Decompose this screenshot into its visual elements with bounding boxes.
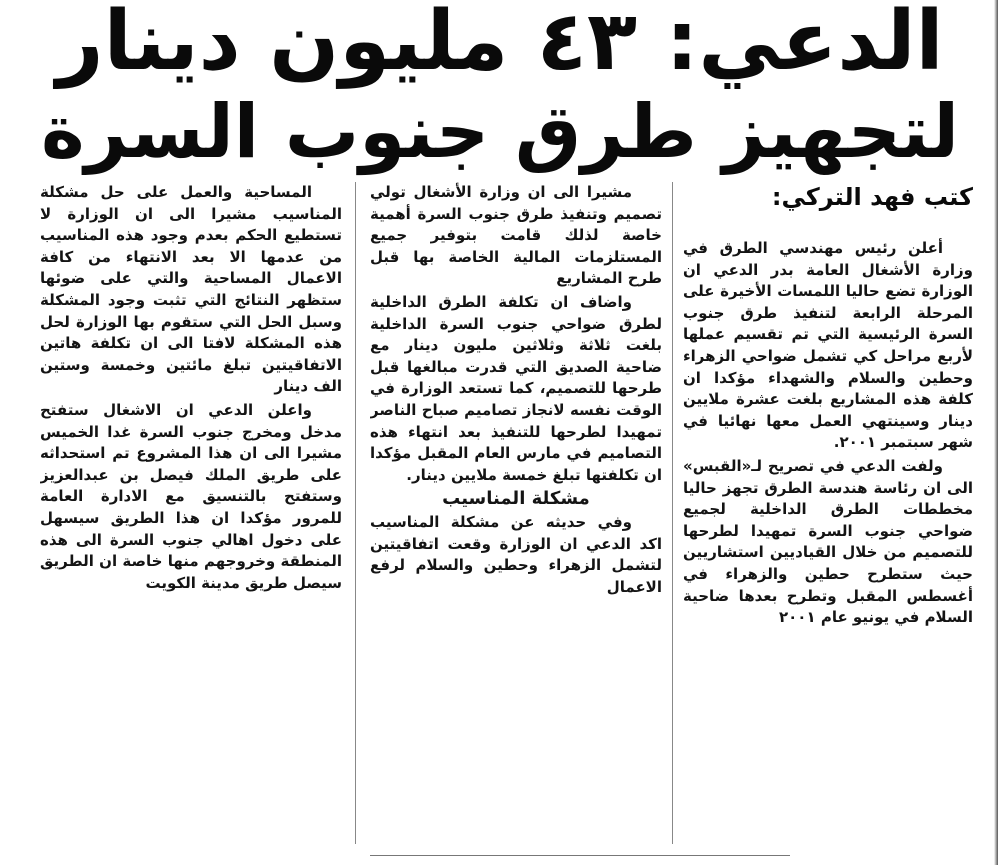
column-divider [355,182,356,844]
scan-edge-shadow [994,0,998,865]
paragraph: وفي حديثه عن مشكلة المناسيب اكد الدعي ان الوزارة وقعت اتفاقيتين لتشمل الزهراء وحطين والسلام لرفع الاعمال [370,512,662,596]
paragraph: المساحية والعمل على حل مشكلة المناسيب مشيرا الى ان الوزارة لا تستطيع الحكم بعدم وجود هذه المناسيب من عدمها الا بعد الانتهاء من كافة الاعمال المساحية والتي على ضوئها ستظهر النتائج التي تثبت وجود المشكلة وسبل الحل التي ستقوم بها الوزارة لحل هذه المشكلة لافتا الى ان تكلفة هاتين الاتفاقيتين تبلغ مائتين وخمسة وستين الف دينار [40,183,342,396]
paragraph: واعلن الدعي ان الاشغال ستفتح مدخل ومخرج جنوب السرة غدا الخميس مشيرا الى ان هذا المشروع تم استحداثه على طريق الملك فيصل بن عبدالعزيز وستفتح بالتنسيق مع الادارة العامة للمرور مؤكدا ان هذا الطريق سيسهل على دخول اهالي جنوب السرة الى هذه المنطقة وخروجهم منها خاصة ان الطريق سيصل طريق مدينة الكويت [40,400,342,592]
paragraph: واضاف ان تكلفة الطرق الداخلية لطرق ضواحي جنوب السرة الداخلية بلغت ثلاثة وثلاثين مليون دينار مع ضاحية الصديق التي قدرت مبالغها قبل طرحها للتصميم، كما تستعد الوزارة في الوقت نفسه لانجاز تصاميم صباح الناصر تمهيدا لطرحها للتنفيذ بعد انتهاء هذه التصاميم في مارس العام المقبل مؤكدا ان تكلفتها تبلغ خمسة ملايين دينار. [370,292,662,484]
byline: كتب فهد التركي: [771,183,973,211]
article-column-right [683,238,973,844]
column-divider [672,182,673,844]
paragraph: مشيرا الى ان وزارة الأشغال تولي تصميم وتنفيذ طرق جنوب السرة أهمية خاصة لذلك قامت بتوفير جميع المستلزمات المالية الخاصة بها قبل طرح المشاريع [370,183,662,288]
headline-line-1: الدعي: ٤٣ مليون دينار [56,0,944,89]
article-column-middle [370,182,662,844]
paragraph: ولفت الدعي في تصريح لـ«القبس» الى ان رئاسة هندسة الطرق تجهز حاليا مخططات الطرق الداخلية لجميع ضواحي جنوب السرة تمهيدا لطرحها للتصميم من خلال القياديين استشاريين حيث ستطرح حطين والزهراء في أغسطس المقبل وتطرح بعدها ضاحية السلام في يونيو عام ٢٠٠١ [683,456,973,627]
paragraph: أعلن رئيس مهندسي الطرق في وزارة الأشغال العامة بدر الدعي ان الوزارة تضع حاليا اللمسات الأخيرة على المرحلة الرابعة لتنفيذ طرق جنوب السرة الرئيسية التي تم تقسيم عملها لأربع مراحل كي تشمل ضواحي الزهراء وحطين والسلام والشهداء مؤكدا ان كلفة هذه المشاريع بلغت عشرة ملايين دينار وسينتهي العمل معها نهائيا في شهر سبتمبر ٢٠٠١. [683,239,973,452]
subheading: مشكلة المناسيب [442,488,590,510]
bottom-rule [370,855,790,856]
article-column-left [40,182,342,844]
headline-line-2: لتجهيز طرق جنوب السرة [40,89,960,175]
